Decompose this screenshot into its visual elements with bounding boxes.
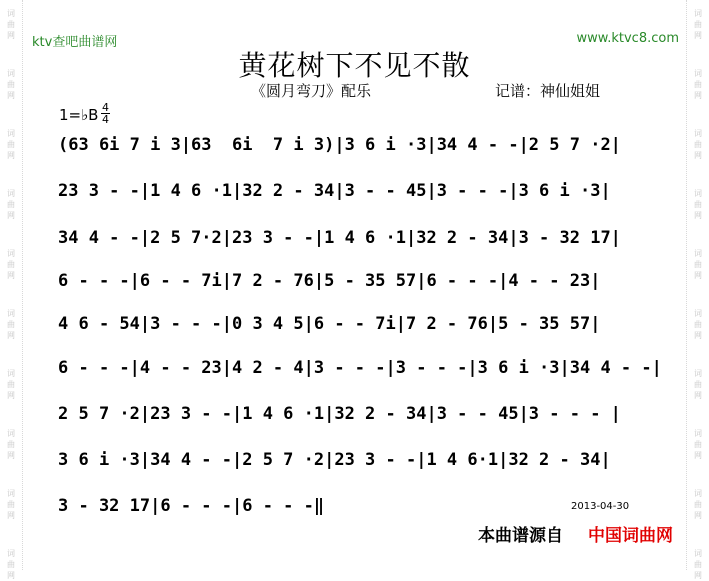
score-line-3: 34 4 - -|2 5 7·2|23 3 - -|1 4 6 ·1|32 2 - 34|3 - 32 17| (58, 228, 621, 248)
watermark-stamp: 词 曲 网 (7, 369, 15, 400)
watermark-stamp: 词 曲 网 (694, 309, 702, 340)
meter-top: 4 (102, 101, 109, 114)
watermark-stamp: 词 曲 网 (7, 9, 15, 40)
transcriber-credit: 记谱：神仙姐姐 (495, 82, 601, 100)
watermark-stamp: 词 曲 网 (694, 9, 702, 40)
song-title: 黄花树下不见不散 (238, 49, 471, 82)
song-subtitle: 《圆月弯刀》配乐 (251, 82, 372, 100)
key-signature: 1=♭B (59, 106, 99, 124)
watermark-stamp: 词 曲 网 (694, 129, 702, 160)
score-line-9: 3 - 32 17|6 - - -|6 - - -‖ (58, 496, 325, 516)
watermark-stamp: 词 曲 网 (7, 249, 15, 280)
score-line-8: 3 6 i ·3|34 4 - -|2 5 7 ·2|23 3 - -|1 4 6·1|32 2 - 34| (58, 450, 611, 470)
watermark-stamp: 词 曲 网 (694, 549, 702, 580)
score-line-1: (63 6i 7 i 3|63 6i 7 i 3)|3 6 i ·3|34 4 - -|2 5 7 ·2| (58, 135, 621, 155)
watermark-stamp: 词 曲 网 (694, 489, 702, 520)
watermark-stamp: 词 曲 网 (7, 549, 15, 580)
watermark-stamp: 词 曲 网 (694, 369, 702, 400)
watermark-stamp: 词 曲 网 (7, 129, 15, 160)
score-date: 2013-04-30 (571, 501, 630, 512)
watermark-stamp: 词 曲 网 (7, 69, 15, 100)
source-brand-link[interactable]: 中国词曲网 (588, 526, 673, 546)
score-line-5: 4 6 - 54|3 - - -|0 3 4 5|6 - - 7i|7 2 - 76|5 - 35 57| (58, 314, 601, 334)
watermark-stamp: 词 曲 网 (7, 189, 15, 220)
watermark-stamp: 词 曲 网 (694, 69, 702, 100)
site-url-right[interactable]: www.ktvc8.com (576, 31, 679, 46)
watermark-stamp: 词 曲 网 (7, 429, 15, 460)
watermark-stamp: 词 曲 网 (7, 309, 15, 340)
score-line-2: 23 3 - -|1 4 6 ·1|32 2 - 34|3 - - 45|3 - - -|3 6 i ·3| (58, 181, 611, 201)
source-label: 本曲谱源自 (478, 526, 563, 546)
watermark-stamp: 词 曲 网 (694, 249, 702, 280)
score-line-4: 6 - - -|6 - - 7i|7 2 - 76|5 - 35 57|6 - - -|4 - - 23| (58, 271, 601, 291)
score-line-7: 2 5 7 ·2|23 3 - -|1 4 6 ·1|32 2 - 34|3 - - 45|3 - - - | (58, 404, 621, 424)
score-line-6: 6 - - -|4 - - 23|4 2 - 4|3 - - -|3 - - -|3 6 i ·3|34 4 - -| (58, 358, 662, 378)
watermark-stamp: 词 曲 网 (694, 189, 702, 220)
site-name-left[interactable]: ktv查吧曲谱网 (32, 35, 118, 50)
time-signature (101, 102, 110, 125)
meter-bottom: 4 (102, 113, 109, 126)
watermark-stamp: 词 曲 网 (694, 429, 702, 460)
watermark-stamp: 词 曲 网 (7, 489, 15, 520)
